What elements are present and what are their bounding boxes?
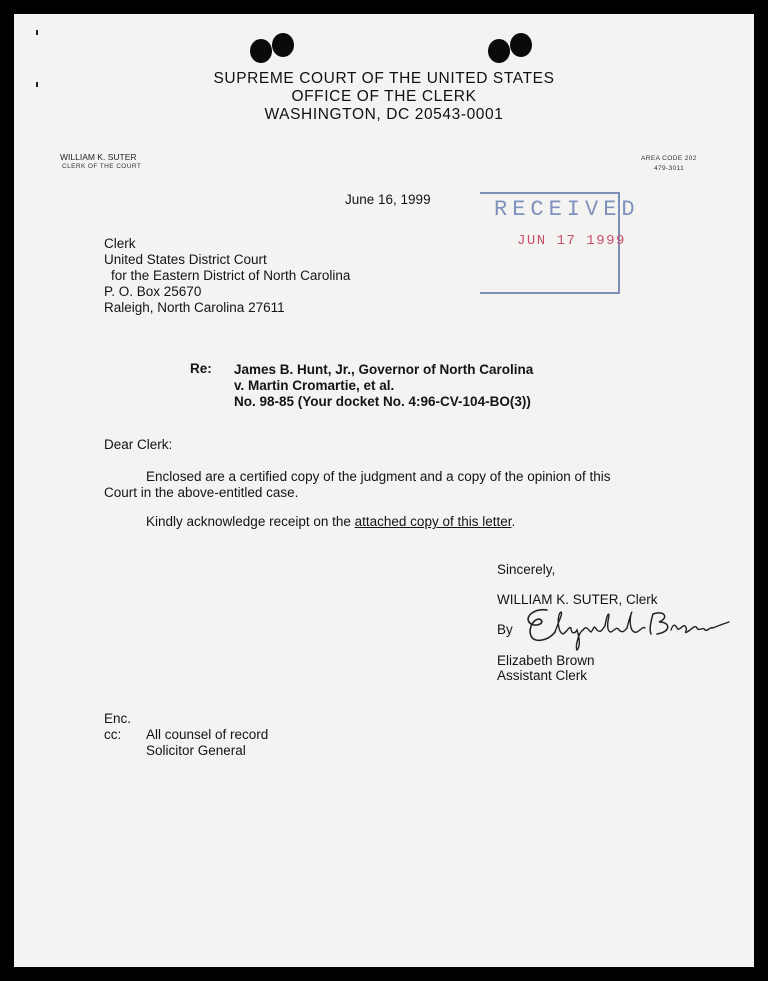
signer-name: Elizabeth Brown — [497, 653, 595, 668]
letterhead-line3: WASHINGTON, DC 20543-0001 — [264, 106, 504, 123]
paragraph1-line1: Enclosed are a certified copy of the judgment and a copy of the opinion of this — [146, 469, 611, 484]
recipient-line: Clerk — [104, 236, 136, 251]
recipient-line: for the Eastern District of North Carolina — [111, 268, 351, 283]
valediction: Sincerely, — [497, 562, 556, 577]
signer-title: WILLIAM K. SUTER, Clerk — [497, 592, 658, 607]
sender-title: CLERK OF THE COURT — [62, 163, 142, 170]
letter-date: June 16, 1999 — [345, 192, 431, 207]
paragraph2 — [146, 514, 515, 529]
paragraph2-text: Kindly acknowledge receipt on the — [146, 514, 355, 529]
punch-hole — [272, 33, 294, 57]
sender-name: WILLIAM K. SUTER — [60, 152, 137, 162]
enclosure-label: Enc. — [104, 711, 132, 726]
handwritten-signature — [519, 602, 734, 652]
cc-line: All counsel of record — [146, 727, 269, 742]
cc-line: Solicitor General — [146, 743, 246, 758]
punch-hole — [488, 39, 510, 63]
area-code: AREA CODE 202 — [641, 155, 697, 162]
letterhead-line1: SUPREME COURT OF THE UNITED STATES — [213, 70, 555, 87]
scan-mark — [36, 30, 38, 35]
punch-hole — [510, 33, 532, 57]
letterhead-line2: OFFICE OF THE CLERK — [291, 88, 477, 105]
attached-copy-reference: attached copy of this letter — [354, 514, 512, 529]
paragraph2-end: . — [511, 514, 516, 529]
recipient-line: P. O. Box 25670 — [104, 284, 202, 299]
signer-role: Assistant Clerk — [497, 668, 588, 683]
received-stamp-word: RECEIVED — [494, 197, 640, 222]
re-line: No. 98-85 (Your docket No. 4:96-CV-104-BO(3)) — [234, 394, 531, 409]
phone-number: 479-3011 — [654, 165, 685, 172]
paragraph1-line2: Court in the above-entitled case. — [104, 485, 299, 500]
cc-label: cc: — [104, 727, 122, 742]
by-label: By — [497, 622, 513, 637]
re-line: v. Martin Cromartie, et al. — [234, 378, 395, 393]
received-stamp-date: JUN 17 1999 — [517, 233, 626, 249]
re-label: Re: — [190, 361, 212, 376]
salutation: Dear Clerk: — [104, 437, 173, 452]
recipient-line: United States District Court — [104, 252, 267, 267]
punch-hole — [250, 39, 272, 63]
letter-page — [14, 14, 754, 967]
recipient-line: Raleigh, North Carolina 27611 — [104, 300, 285, 315]
re-line: James B. Hunt, Jr., Governor of North Carolina — [234, 362, 534, 377]
